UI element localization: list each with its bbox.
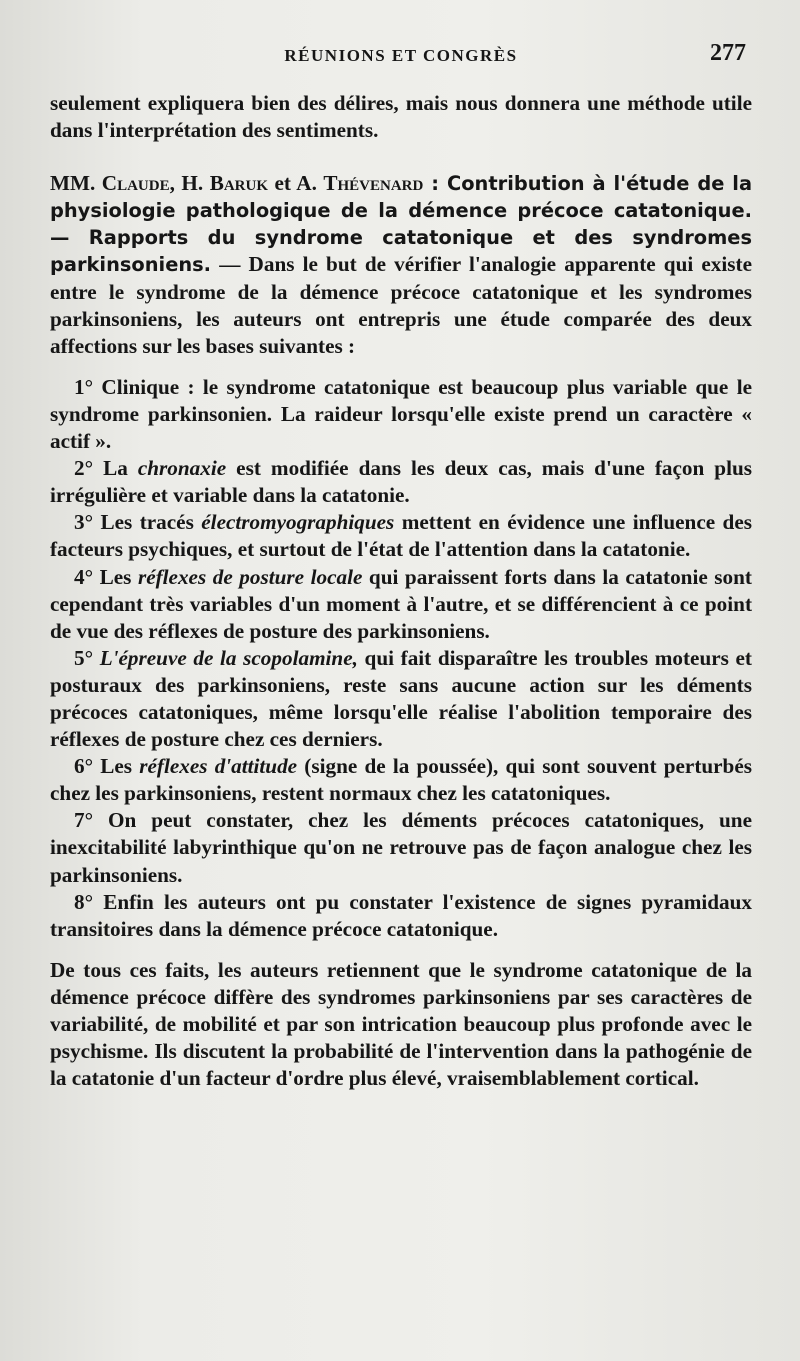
item-text: 6° Les bbox=[74, 754, 140, 779]
item-emphasis: réflexes de posture locale bbox=[137, 564, 363, 589]
item-text: mettent en évidence une influence des facteurs psychiques, et surtout de l'état de l'attention dans la catatonie. bbox=[50, 510, 752, 562]
item-emphasis: électromyographiques bbox=[201, 510, 395, 535]
item-text: 3° Les tracés bbox=[74, 510, 202, 535]
author-sep-1: , H. bbox=[169, 171, 204, 196]
authors-prefix: MM. bbox=[50, 171, 96, 196]
page-number: 277 bbox=[710, 40, 746, 66]
item-text: qui fait disparaître les troubles moteurs et posturaux des parkinsoniens, reste sans aucune action sur les déments précoces catatoniques, même lorsqu'elle réalise l'abolition temporaire des réflexes de posture chez ces derniers. bbox=[50, 645, 752, 752]
item-text: 2° La bbox=[74, 456, 138, 481]
item-text: qui paraissent forts dans la catatonie sont cependant très variables d'un moment à l'autre, et se différencient à ce point de vue des réflexes de posture des parkinsoniens. bbox=[50, 564, 752, 643]
body-text bbox=[50, 90, 752, 1092]
item-text: (signe de la poussée), qui sont souvent perturbés chez les parkinsoniens, restent normaux chez les catatoniques. bbox=[50, 754, 752, 806]
abstract-paragraph bbox=[50, 170, 752, 360]
list-item bbox=[50, 374, 752, 455]
list-item bbox=[50, 455, 752, 509]
communication-title: : Contribution à l'étude de la physiologie pathologique de la démence précoce catatonique. — Rapports du syndrome catatonique et des syndromes parkinsoniens. bbox=[50, 172, 753, 277]
list-item bbox=[50, 807, 752, 888]
item-text: 7° On peut constater, chez les déments précoces catatoniques, une inexcitabilité labyrinthique qu'on ne retrouve pas de façon analogue chez les parkinsoniens. bbox=[50, 808, 752, 887]
item-emphasis: réflexes d'attitude bbox=[139, 754, 298, 779]
continuation-paragraph: seulement expliquera bien des délires, mais nous donnera une méthode utile dans l'interprétation des sentiments. bbox=[50, 91, 752, 143]
item-emphasis: chronaxie bbox=[137, 456, 227, 481]
conclusion-paragraph: De tous ces faits, les auteurs retiennent que le syndrome catatonique de la démence précoce diffère des syndromes parkinsoniens par ses caractères de variabilité, de mobilité et par son intrication beaucoup plus profonde avec le psychisme. Ils discutent la probabilité de l'intervention dans la pathogénie de la catatonie d'un facteur d'ordre plus élevé, vraisemblablement cortical. bbox=[50, 957, 752, 1091]
list-item bbox=[50, 889, 752, 943]
list-item bbox=[50, 509, 752, 563]
item-text: 8° Enfin les auteurs ont pu constater l'existence de signes pyramidaux transitoires dans la démence précoce catatonique. bbox=[50, 889, 752, 941]
author-thevenard: Thévenard bbox=[323, 171, 424, 196]
author-sep-2: et A. bbox=[268, 171, 317, 196]
running-title: RÉUNIONS ET CONGRÈS bbox=[284, 46, 518, 65]
list-item bbox=[50, 753, 752, 807]
list-item bbox=[50, 564, 752, 645]
item-text: 1° Clinique : le syndrome catatonique est beaucoup plus variable que le syndrome parkinsonien. La raideur lorsqu'elle existe prend un caractère « actif ». bbox=[50, 374, 752, 454]
spacer bbox=[50, 943, 752, 957]
list-item bbox=[50, 645, 752, 753]
spacer bbox=[50, 360, 752, 374]
author-baruk: Baruk bbox=[209, 171, 268, 196]
item-text: 4° Les bbox=[74, 564, 138, 589]
item-emphasis: L'épreuve de la scopolamine, bbox=[99, 645, 358, 670]
author-claude: Claude bbox=[101, 171, 170, 196]
abstract-body: — Dans le but de vérifier l'analogie apparente qui existe entre le syndrome de la démence précoce catatonique et les syndromes parkinsoniens, les auteurs ont entrepris une étude comparée des deux affections sur les bases suivantes : bbox=[50, 252, 752, 358]
item-text: est modifiée dans les deux cas, mais d'une façon plus irrégulière et variable dans la catatonie. bbox=[50, 456, 753, 508]
item-text: 5° bbox=[74, 645, 100, 670]
page-header bbox=[50, 40, 752, 90]
